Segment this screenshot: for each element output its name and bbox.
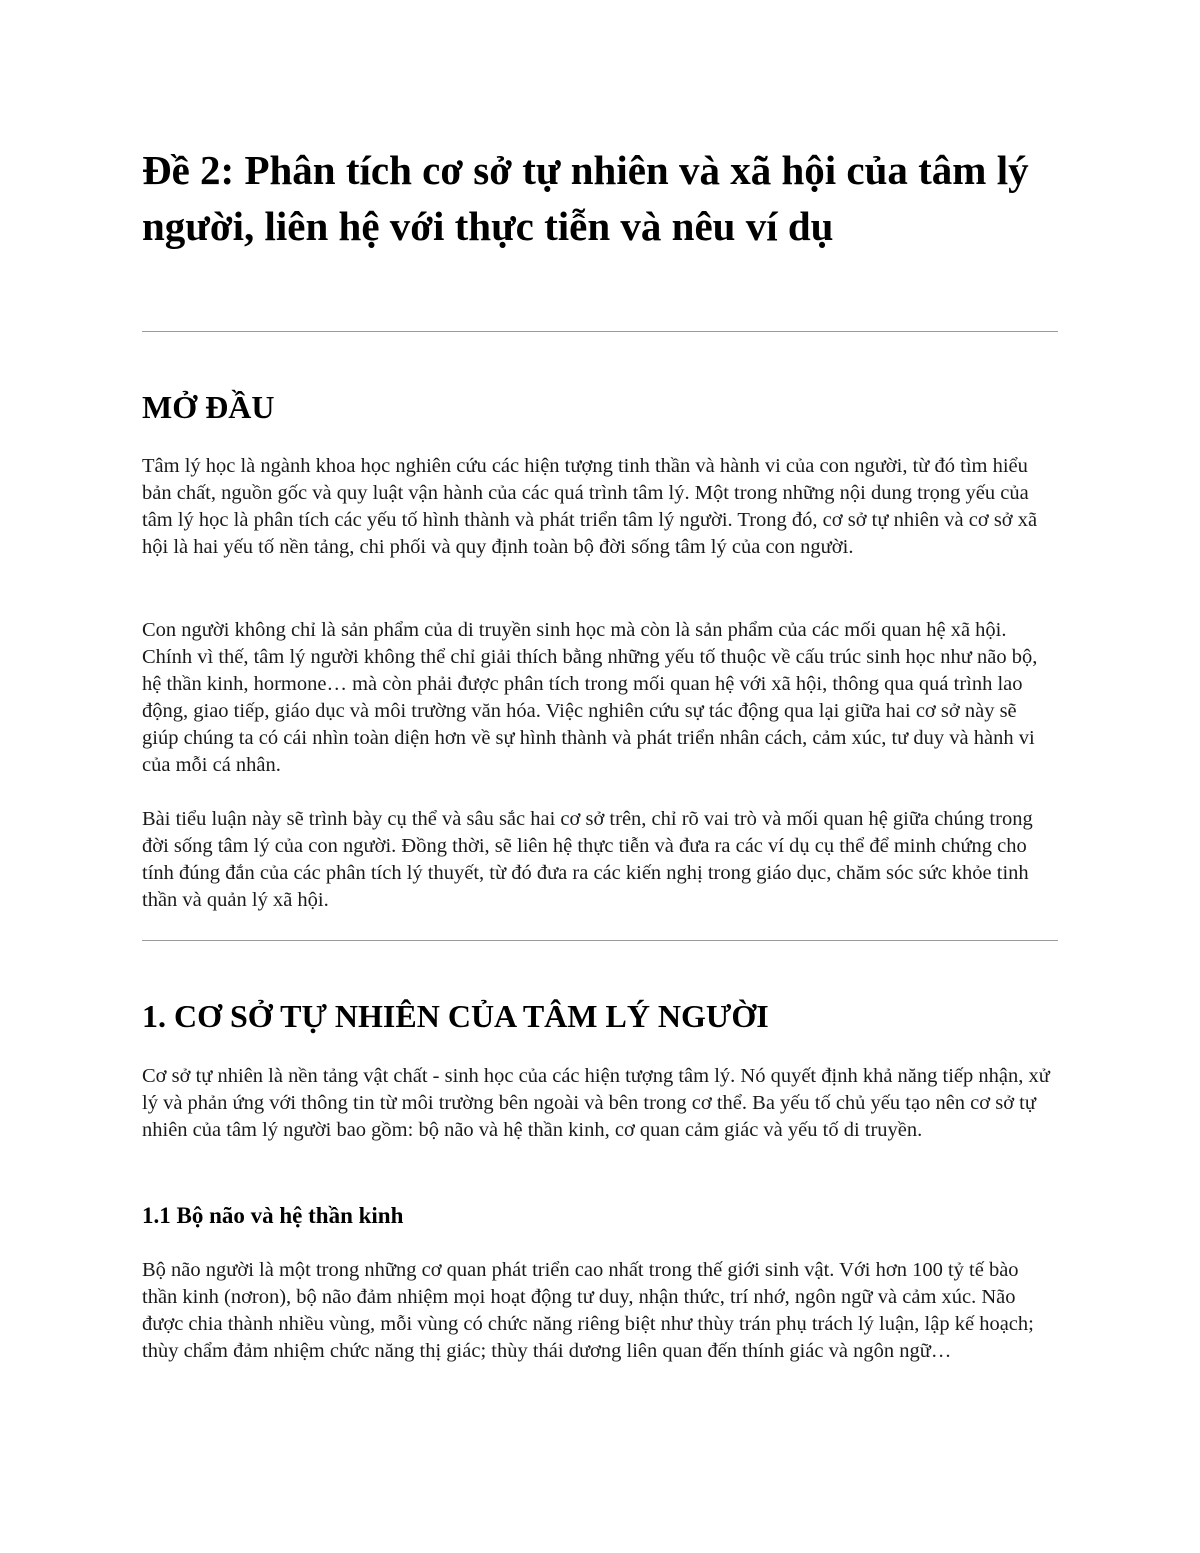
subsection-1-1-paragraph: Bộ não người là một trong những cơ quan phát triển cao nhất trong thế giới sinh vật. Với hơn 100 tỷ tế bào thần kinh (nơron), bộ não đảm nhiệm mọi hoạt động tư duy, nhận thức, trí nhớ, ngôn ngữ và cảm xúc. Não được chia thành nhiều vùng, mỗi vùng có chức năng riêng biệt như thùy trán phụ trách lý luận, lập kế hoạch; thùy chẩm đảm nhiệm chức năng thị giác; thùy thái dương liên quan đến thính giác và ngôn ngữ… [142,1259,1034,1362]
horizontal-divider [142,940,1058,941]
horizontal-divider [142,331,1058,332]
intro-paragraph-2: Con người không chỉ là sản phẩm của di truyền sinh học mà còn là sản phẩm của các mối quan hệ xã hội. Chính vì thế, tâm lý người không thể chỉ giải thích bằng những yếu tố thuộc về cấu trúc sinh học như não bộ, hệ thần kinh, hormone… mà còn phải được phân tích trong mối quan hệ với xã hội, thông qua quá trình lao động, giao tiếp, giáo dục và môi trường văn hóa. Việc nghiên cứu sự tác động qua lại giữa hai cơ sở này sẽ giúp chúng ta có cái nhìn toàn diện hơn về sự hình thành và phát triển nhân cách, cảm xúc, tư duy và hành vi của mỗi cá nhân. [142,619,1038,776]
intro-paragraph-3: Bài tiểu luận này sẽ trình bày cụ thể và sâu sắc hai cơ sở trên, chỉ rõ vai trò và mối quan hệ giữa chúng trong đời sống tâm lý của con người. Đồng thời, sẽ liên hệ thực tiễn và đưa ra các ví dụ cụ thể để minh chứng cho tính đúng đắn của các phân tích lý thuyết, từ đó đưa ra các kiến nghị trong giáo dục, chăm sóc sức khỏe tinh thần và quản lý xã hội. [142,808,1033,911]
subsection-1-1-heading: 1.1 Bộ não và hệ thần kinh [142,1203,404,1228]
intro-paragraph-1: Tâm lý học là ngành khoa học nghiên cứu các hiện tượng tinh thần và hành vi của con người, từ đó tìm hiểu bản chất, nguồn gốc và quy luật vận hành của các quá trình tâm lý. Một trong những nội dung trọng yếu của tâm lý học là phân tích các yếu tố hình thành và phát triển tâm lý người. Trong đó, cơ sở tự nhiên và cơ sở xã hội là hai yếu tố nền tảng, chi phối và quy định toàn bộ đời sống tâm lý của con người. [142,455,1038,558]
section-1-paragraph: Cơ sở tự nhiên là nền tảng vật chất - sinh học của các hiện tượng tâm lý. Nó quyết định khả năng tiếp nhận, xử lý và phản ứng với thông tin từ môi trường bên ngoài và bên trong cơ thể. Ba yếu tố chủ yếu tạo nên cơ sở tự nhiên của tâm lý người bao gồm: bộ não và hệ thần kinh, cơ quan cảm giác và yếu tố di truyền. [142,1065,1050,1141]
document-title: Đề 2: Phân tích cơ sở tự nhiên và xã hội của tâm lý người, liên hệ với thực tiễn và nêu ví dụ [142,147,1029,249]
section-1-heading: 1. CƠ SỞ TỰ NHIÊN CỦA TÂM LÝ NGƯỜI [142,998,769,1034]
intro-heading: MỞ ĐẦU [142,389,275,425]
